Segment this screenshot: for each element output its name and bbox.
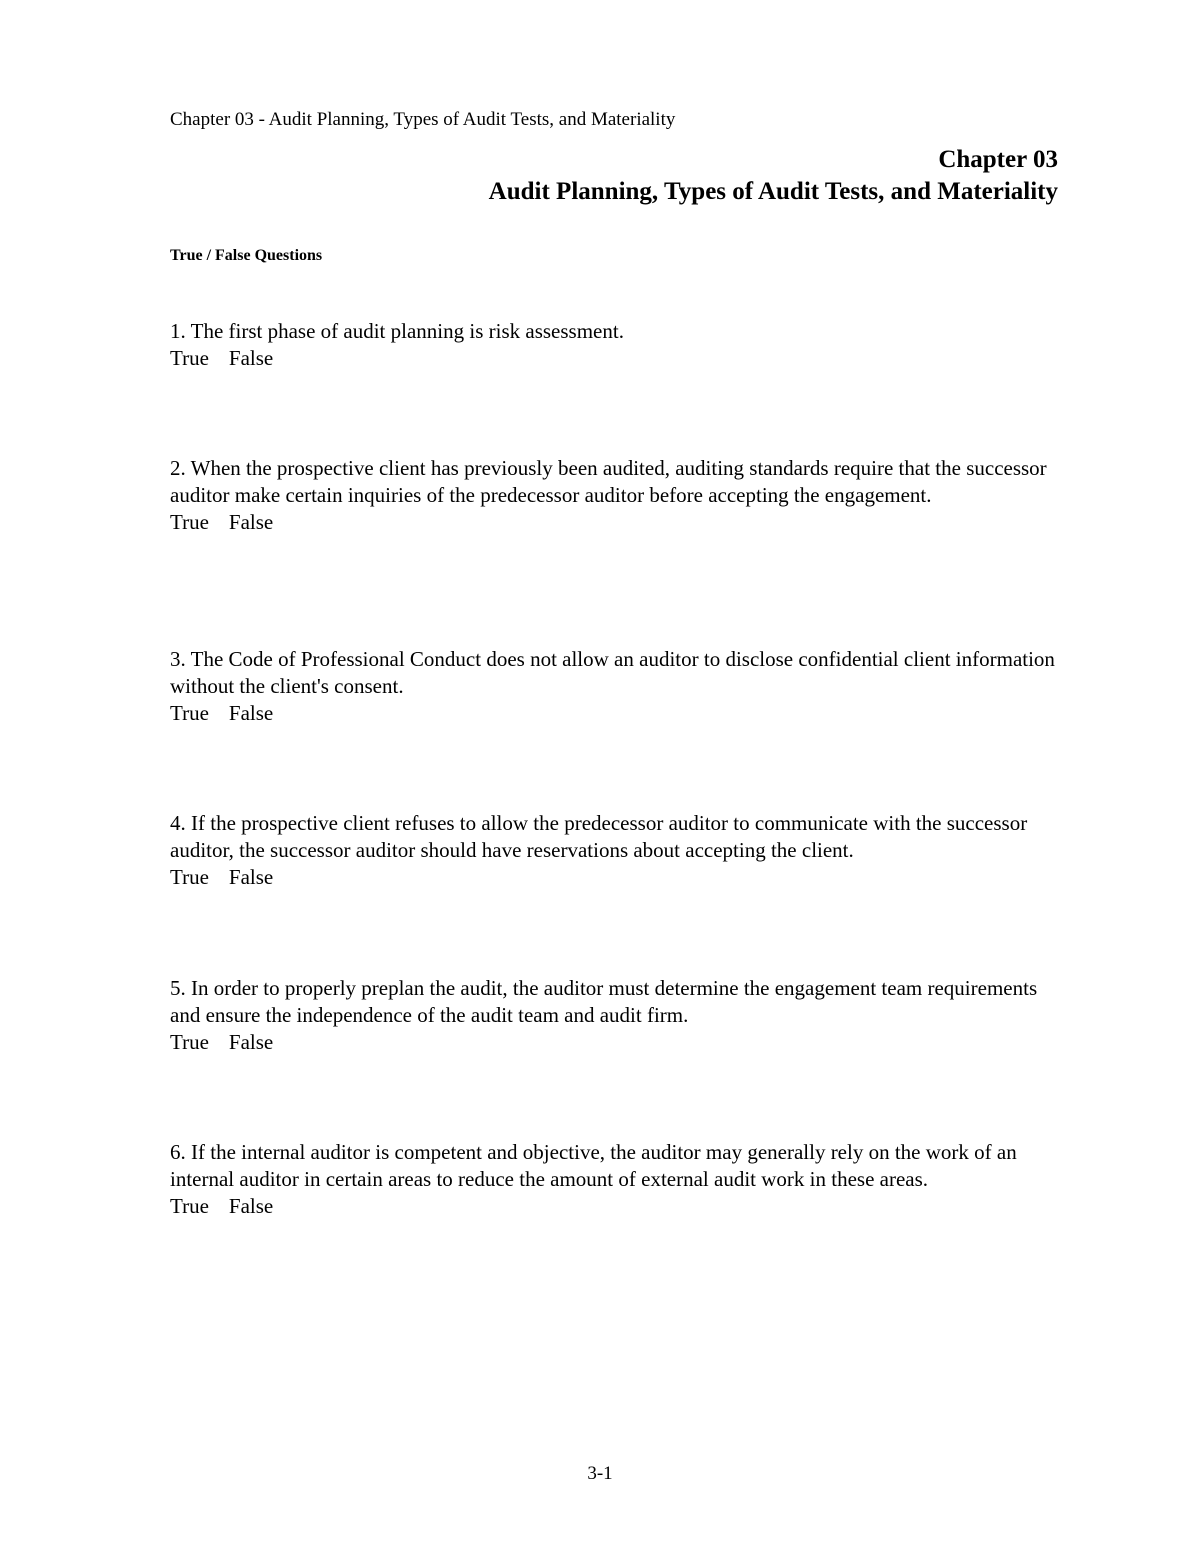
answer-options (170, 700, 1070, 727)
section-heading: True / False Questions (170, 247, 323, 264)
question-text: 4. If the prospective client refuses to allow the predecessor auditor to communicate with the successor auditor, the successor auditor should have reservations about accepting the client. (170, 811, 1028, 862)
question-4 (170, 810, 1070, 891)
chapter-title: Chapter 03 (938, 146, 1058, 173)
true-option: True (170, 346, 209, 370)
question-text: 3. The Code of Professional Conduct does not allow an auditor to disclose confidential client information without the client's consent. (170, 647, 1055, 698)
false-option: False (228, 346, 274, 370)
answer-options (170, 1193, 1070, 1220)
answer-options (170, 1029, 1070, 1056)
true-option: True (170, 865, 209, 889)
question-text: 2. When the prospective client has previously been audited, auditing standards require that the successor auditor make certain inquiries of the predecessor auditor before accepting the engagement. (170, 456, 1047, 507)
answer-options (170, 864, 1070, 891)
true-option: True (170, 510, 209, 534)
true-option: True (170, 1194, 209, 1218)
question-text: 5. In order to properly preplan the audit, the auditor must determine the engagement team requirements and ensure the independence of the audit team and audit firm. (170, 976, 1038, 1027)
question-3 (170, 646, 1070, 727)
answer-options (170, 345, 1070, 372)
true-option: True (170, 701, 209, 725)
chapter-subtitle: Audit Planning, Types of Audit Tests, and Materiality (488, 178, 1058, 205)
question-5 (170, 975, 1070, 1056)
true-option: True (170, 1030, 209, 1054)
false-option: False (228, 701, 274, 725)
question-2 (170, 455, 1070, 536)
page-number: 3-1 (587, 1463, 613, 1484)
question-text: 6. If the internal auditor is competent and objective, the auditor may generally rely on the work of an internal auditor in certain areas to reduce the amount of external audit work in these areas. (170, 1140, 1017, 1191)
false-option: False (228, 510, 274, 534)
false-option: False (228, 1194, 274, 1218)
false-option: False (228, 865, 274, 889)
question-text: 1. The first phase of audit planning is risk assessment. (170, 319, 624, 343)
title-block (489, 144, 1058, 208)
question-6 (170, 1139, 1070, 1220)
false-option: False (228, 1030, 274, 1054)
answer-options (170, 509, 1070, 536)
question-1 (170, 318, 1070, 372)
running-header: Chapter 03 - Audit Planning, Types of Audit Tests, and Materiality (170, 109, 676, 130)
